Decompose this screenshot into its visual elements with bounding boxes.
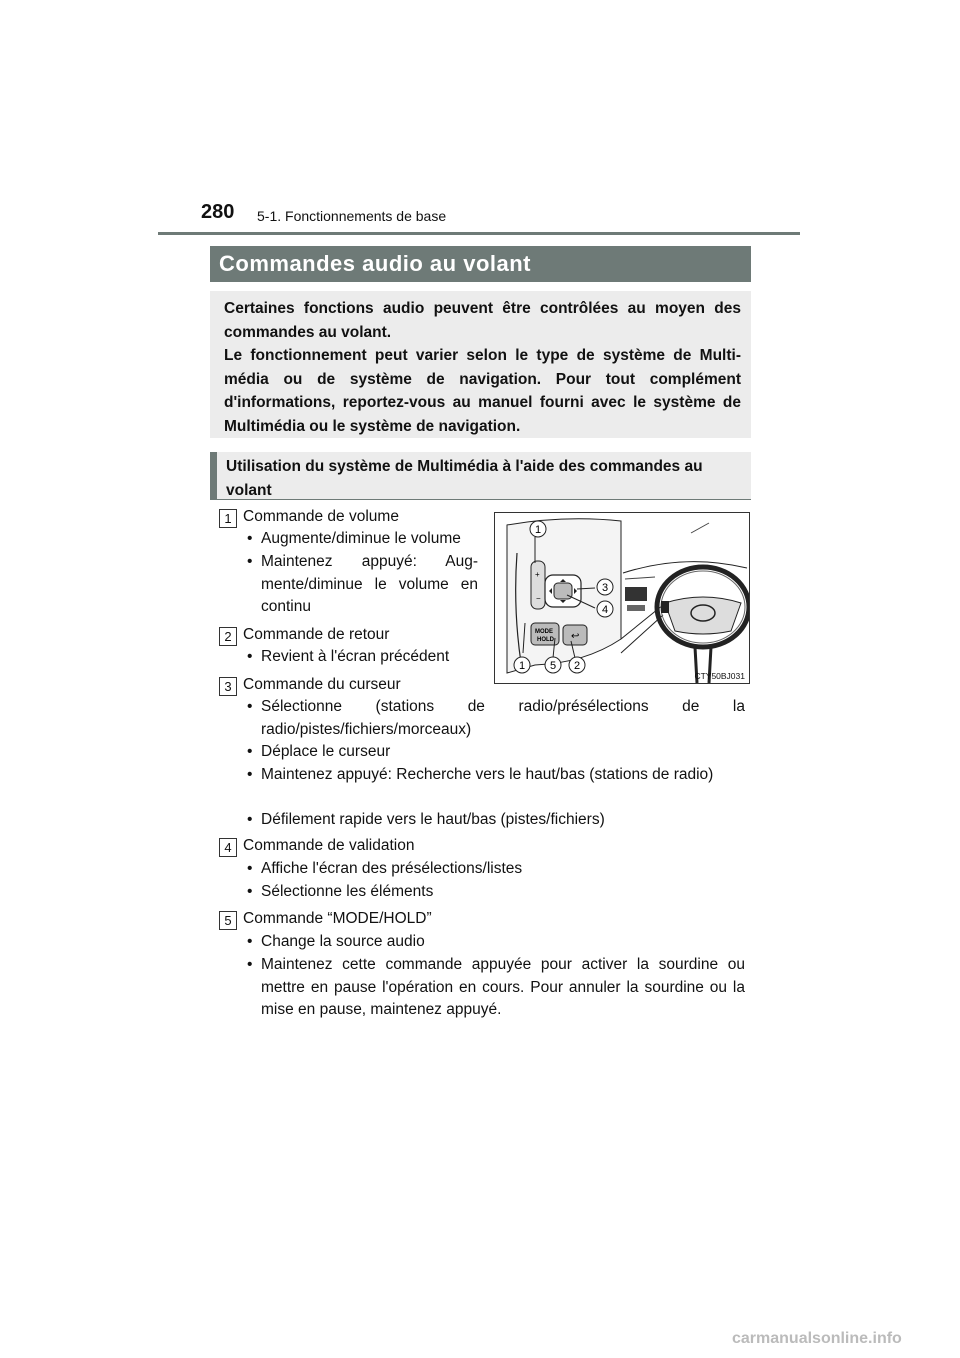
- callout-1-top: 1: [535, 524, 542, 536]
- item-number-1: 1: [219, 509, 237, 528]
- intro-box: [210, 291, 751, 438]
- item-1-bullet-1: • Augmente/diminue le volume: [261, 528, 494, 551]
- section-title: 5-1. Fonctionnements de base: [257, 208, 447, 224]
- header-rule: [158, 232, 800, 235]
- item-1-bullet-2: • Maintenez appuyé: Aug-mente/diminue le volume en continu: [261, 551, 478, 619]
- item-title-3: Commande du curseur: [243, 676, 401, 693]
- item-3-bullet-1: • Sélectionne (stations de radio/présélections de la radio/pistes/fichiers/morceaux): [261, 696, 745, 741]
- svg-text:↩: ↩: [571, 631, 580, 642]
- item-number-4: 4: [219, 838, 237, 857]
- item-title-1: Commande de volume: [243, 508, 399, 525]
- steering-wheel-illustration: [495, 513, 749, 683]
- item-4-bullet-2: • Sélectionne les éléments: [261, 881, 745, 904]
- watermark: carmanualsonline.info: [732, 1330, 902, 1347]
- svg-text:+: +: [535, 570, 540, 579]
- item-4-bullet-1: • Affiche l'écran des présélections/listes: [261, 858, 745, 881]
- item-3-bullet-3: • Maintenez appuyé: Recherche vers le haut/bas (stations de radio): [261, 764, 745, 787]
- intro-line-1: Certaines fonctions audio peuvent être contrôlées au moyen des commandes au volant.: [224, 300, 741, 341]
- subheading: Utilisation du système de Multimédia à l'aide des commandes au volant: [210, 452, 751, 500]
- item-5-bullet-1: • Change la source audio: [261, 931, 745, 954]
- page-title: Commandes audio au volant: [210, 246, 751, 282]
- item-title-4: Commande de validation: [243, 837, 415, 854]
- item-3-bullet-4: • Défilement rapide vers le haut/bas (pistes/fichiers): [261, 809, 745, 832]
- item-number-5: 5: [219, 911, 237, 930]
- svg-text:−: −: [536, 594, 541, 603]
- callout-4: 4: [602, 604, 609, 616]
- callout-2: 2: [574, 660, 581, 672]
- item-title-5: Commande “MODE/HOLD”: [243, 910, 432, 927]
- callout-1-bottom: 1: [519, 660, 526, 672]
- hold-button-label: HOLD: [537, 637, 554, 643]
- intro-line-2: Le fonctionnement peut varier selon le type de système de Multi-média ou de système de navigation. Pour tout complément d'informations, reportez-vous au manuel fourni avec le système de Multimédia ou le système de navigation.: [224, 347, 741, 435]
- item-title-2: Commande de retour: [243, 626, 390, 643]
- steering-wheel-figure: [494, 512, 750, 684]
- page-number: 280: [201, 201, 235, 223]
- figure-code: CTY50BJ031: [694, 671, 745, 681]
- callout-3: 3: [602, 582, 609, 594]
- item-5-bullet-2: • Maintenez cette commande appuyée pour activer la sourdine ou mettre en pause l'opération en cours. Pour annuler la sourdine ou la mise en pause, maintenez appuyé.: [261, 954, 745, 1022]
- callout-5: 5: [550, 660, 557, 672]
- item-number-3: 3: [219, 677, 237, 696]
- item-number-2: 2: [219, 627, 237, 646]
- mode-button-label: MODE: [535, 629, 553, 635]
- item-2-bullet-1: • Revient à l'écran précédent: [261, 646, 494, 669]
- item-3-bullet-2: • Déplace le curseur: [261, 741, 745, 764]
